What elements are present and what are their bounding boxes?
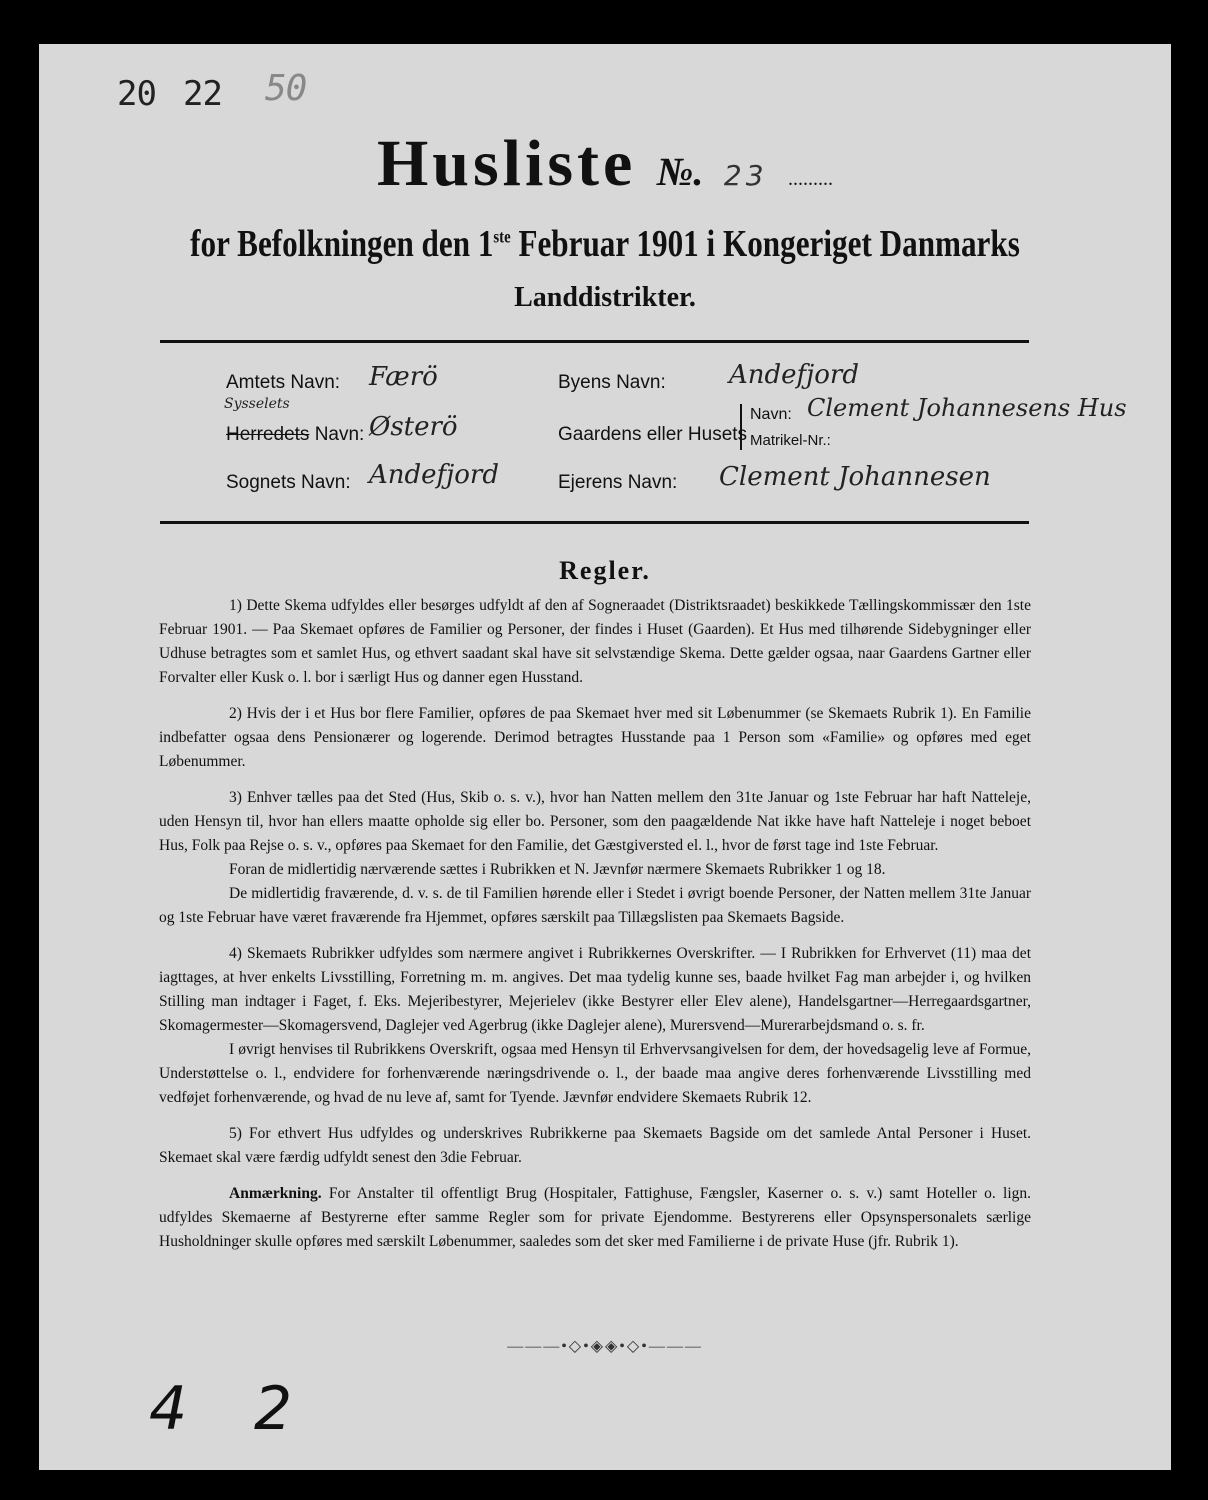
rules-section — [159, 594, 1031, 1266]
sogn-value: Andefjord — [369, 460, 499, 490]
rule-4: 4) Skemaets Rubrikker udfyldes som nærmere angivet i Rubrikkernes Overskrifter. — I Rubrikken for Erhvervet (11) maa det iagttages, at hver enkelts Livsstilling, Forretning m. m. angives. Det maa tydelig kunne ses, baade hvilket Fag man arbejder i, og hvilken Stilling man indtager i Faget, f. Eks. Mejeribestyrer, Mejerielev (ikke Bestyrer eller Elev alene), Handelsgartner—Herregaardsgartner, Skomagermester—Skomagersvend, Daglejer ved Agerbrug (ikke Daglejer alene), Murersvend—Murerarbejdsmand o. s. fr. — [159, 945, 1031, 1034]
rule-5: 5) For ethvert Hus udfyldes og underskrives Rubrikkerne paa Skemaets Bagside om det samlede Antal Personer i Huset. Skemaet skal være færdig udfyldt senest den 3die Februar. — [159, 1125, 1031, 1166]
navn-label: Navn: — [750, 406, 792, 423]
herred-struck: Herredets — [226, 424, 310, 445]
top-divider — [160, 340, 1029, 343]
amt-value: Færö — [369, 362, 438, 392]
amt-label: Amtets Navn: — [226, 372, 341, 393]
district-heading: Landdistrikter. — [514, 282, 696, 313]
subtitle-sup: ste — [493, 226, 511, 247]
archive-number-2: 22 — [183, 74, 222, 114]
herred-label-text: Navn: — [309, 424, 365, 445]
ornament-divider: ———•◇•◈◈•◇•——— — [507, 1338, 703, 1355]
subtitle-post: Februar 1901 i Kongeriget Danmarks — [510, 223, 1020, 265]
by-label: Byens Navn: — [558, 372, 666, 393]
ejer-label: Ejerens Navn: — [558, 472, 678, 493]
subtitle-pre: for Befolkningen den 1 — [190, 223, 494, 265]
herred-label — [226, 424, 364, 446]
archive-number-1: 20 — [117, 74, 156, 114]
remark — [159, 1182, 1031, 1254]
archive-number-3: 50 — [265, 68, 307, 109]
bottom-handwritten-b: 2 — [254, 1374, 293, 1444]
rule-3-b: Foran de midlertidig nærværende sættes i Rubrikken et N. Jævnfør nærmere Skemaets Rubrikker 1 og 18. — [229, 861, 886, 878]
number-label: №. — [656, 149, 704, 194]
navn-value: Clement Johannesens Hus — [807, 394, 1127, 422]
remark-text: For Anstalter til offentligt Brug (Hospitaler, Fattighuse, Fængsler, Kaserner o. s. v.) samt Hoteller o. lign. udfyldes Skemaerne af Bestyrerne efter samme Regler som for private Ejendomme. Bestyrerens eller Opsynspersonalets særlige Husholdninger skulle opføres med særskilt Løbenummer, saaledes som det sker med Familierne i de private Huse (jfr. Rubrik 1). — [159, 1185, 1031, 1250]
rule-3: 3) Enhver tælles paa det Sted (Hus, Skib o. s. v.), hvor han Natten mellem den 31te Januar og 1ste Februar har haft Natteleje, uden Hensyn til, hvor han ellers maatte opholde sig eller bo. Personer, som den paagældende Nat ikke have haft Natteleje i noget beboet Hus, Folk paa Rejse o. s. v., opføres paa Skemaet for den Familie, det Gæstgiversted el. l., hvor de først tage ind 1ste Februar. — [159, 789, 1031, 854]
rule-1: 1) Dette Skema udfyldes eller besørges udfyldt af den af Sogneraadet (Distriktsraadet) beskikkede Tællingskommissær den 1ste Februar 1901. — Paa Skemaet opføres de Familier og Personer, der findes i Huset (Gaarden). Et Hus med tilhørende Sidebygninger eller Udhuse betragtes som et samlet Hus, og ethvert saadant skal have sit selvstændige Skema. Dette gælder ogsaa, naar Gaardens Gartner eller Forvalter eller Kusk o. l. bor i særligt Hus og danner egen Husstand. — [159, 597, 1031, 686]
regler-heading: Regler. — [559, 556, 651, 585]
gaard-label: Gaardens eller Husets — [558, 424, 748, 445]
herred-value: Østerö — [369, 412, 458, 442]
ejer-value: Clement Johannesen — [719, 462, 991, 492]
title-word: Husliste — [376, 127, 637, 200]
form-subtitle — [141, 222, 1069, 266]
census-form-page — [39, 44, 1171, 1470]
sogn-label: Sognets Navn: — [226, 472, 351, 493]
bottom-handwritten-a: 4 — [149, 1374, 188, 1444]
rule-4-b: I øvrigt henvises til Rubrikkens Overskrift, ogsaa med Hensyn til Erhvervsangivelsen for dem, der hovedsagelig leve af Formue, Understøttelse o. l., endvidere for forhenværende næringsdrivende o. l., der baade maa angive deres forhenværende Livsstilling med vedføjet forhenværende, og hvad de nu leve af, samt for Tyende. Jævnfør endvidere Skemaets Rubrik 12. — [159, 1041, 1031, 1106]
rule-3-c: De midlertidig fraværende, d. v. s. de til Familien hørende eller i Stedet i øvrigt boende Personer, der Natten mellem 31te Januar og 1ste Februar have været fraværende fra Hjemmet, opføres særskilt paa Tillægslisten paa Skemaets Bagside. — [159, 885, 1031, 926]
house-number: 23 — [723, 159, 768, 192]
matrikel-label: Matrikel-Nr.: — [750, 432, 831, 449]
rule-2: 2) Hvis der i et Hus bor flere Familier, opføres de paa Skemaet hver med sit Løbenummer (se Skemaets Rubrik 1). En Familie indbefatter ogsaa dens Pensionærer og logerende. Derimod betragtes Husstande paa 1 Person som «Familie» og opføres med eget Løbenummer. — [159, 705, 1031, 770]
remark-label: Anmærkning. — [229, 1185, 322, 1202]
bottom-divider — [160, 521, 1029, 524]
herred-handwritten: Sysselets — [224, 396, 290, 412]
form-title: Husliste №. 23 ......... — [376, 127, 834, 200]
by-value: Andefjord — [729, 360, 859, 390]
field-bracket — [740, 404, 745, 450]
